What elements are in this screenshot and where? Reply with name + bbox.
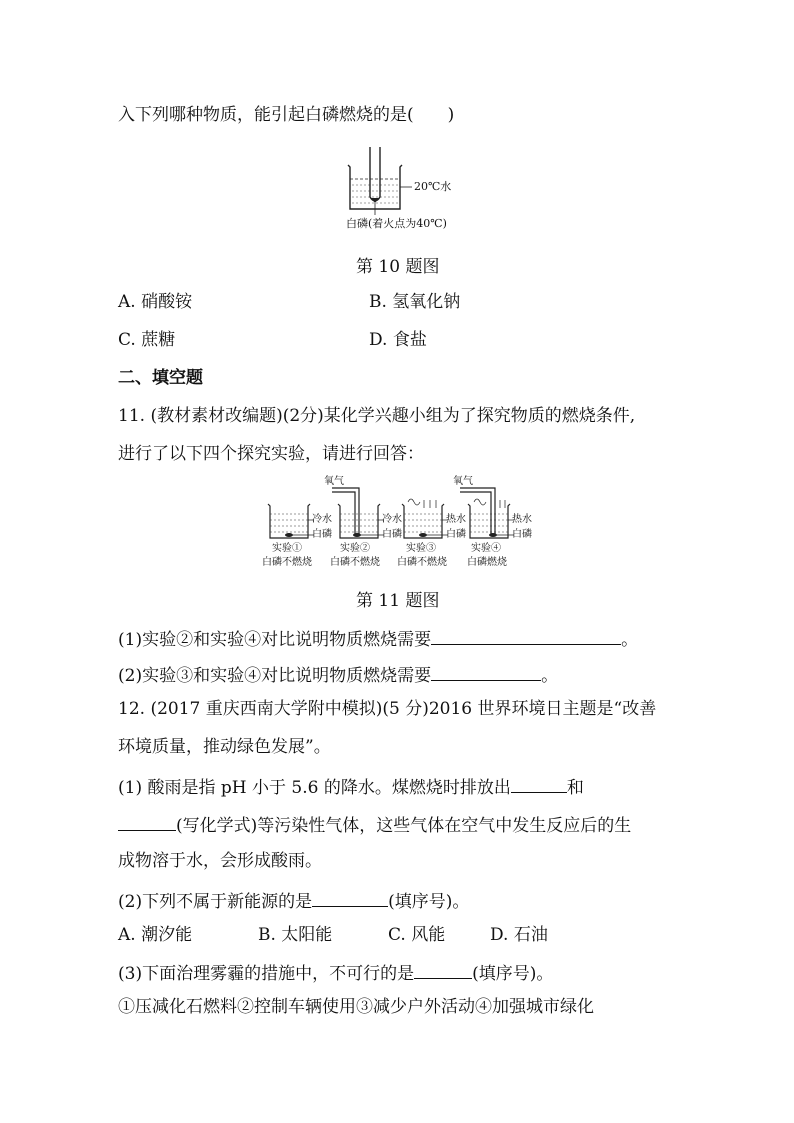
q12-p1-line2-text: (写化学式)等污染性气体，这些气体在空气中发生反应后的生 — [176, 816, 632, 836]
q11-sub2 — [118, 662, 558, 687]
q12-p2-option-b: B. 太阳能 — [258, 925, 333, 945]
q11-caption: 第 11 题图 — [356, 591, 440, 611]
q12-p1-blank-1[interactable] — [511, 774, 567, 793]
q10-option-b: B. 氢氧化钠 — [369, 292, 461, 312]
q12-stem-line2: 环境质量，推动绿色发展”。 — [118, 737, 331, 757]
q11-sub1-blank[interactable] — [431, 626, 621, 645]
q10-option-d: D. 食盐 — [369, 330, 427, 350]
q11-exp1: 实验① — [272, 543, 302, 554]
q10-stem: 入下列哪种物质，能引起白磷燃烧的是( ) — [118, 105, 455, 125]
exp4-beaker — [460, 488, 514, 538]
q11-stem-line2: 进行了以下四个探究实验，请进行回答： — [118, 444, 424, 464]
q12-p3-items: ①压减化石燃料②控制车辆使用③减少户外活动④加强城市绿化 — [118, 997, 594, 1017]
q10-label-phosphorus: 白磷(着火点为40℃) — [346, 217, 447, 230]
q12-p3-blank[interactable] — [414, 960, 472, 979]
q11-hot-water-3: 热水 — [446, 514, 466, 525]
q11-exp1-result: 白磷不燃烧 — [262, 557, 312, 568]
q11-exp4-result: 白磷燃烧 — [467, 557, 507, 568]
q11-oxygen-right: 氧气 — [453, 476, 473, 487]
q12-p1-line1-end: 和 — [566, 778, 584, 798]
exp1-beaker — [268, 504, 314, 538]
q11-exp3-result: 白磷不燃烧 — [397, 557, 447, 568]
q10-option-a: A. 硝酸铵 — [118, 292, 193, 312]
q12-p1-blank-2[interactable] — [118, 812, 176, 831]
q11-oxygen-left: 氧气 — [324, 476, 344, 487]
q11-figure — [262, 474, 542, 542]
q12-p1-line1-text: (1) 酸雨是指 pH 小于 5.6 的降水。煤燃烧时排放出 — [118, 778, 511, 798]
q11-exp2-result: 白磷不燃烧 — [330, 557, 380, 568]
q12-p1-line2 — [118, 812, 631, 837]
q12-p2-blank[interactable] — [312, 888, 388, 907]
q11-exp2: 实验② — [340, 543, 370, 554]
q11-white-p-2: 白磷 — [382, 529, 402, 540]
q11-sub2-text: (2)实验③和实验④对比说明物质燃烧需要 — [118, 666, 432, 686]
q11-sub2-end: 。 — [541, 666, 559, 686]
q11-white-p-1: 白磷 — [312, 529, 332, 540]
q11-sub1-text: (1)实验②和实验④对比说明物质燃烧需要 — [118, 630, 432, 650]
q12-p1-line1 — [118, 774, 584, 799]
q11-stem-line1: 11. (教材素材改编题)(2分)某化学兴趣小组为了探究物质的燃烧条件, — [118, 406, 636, 426]
q11-exp3: 实验③ — [406, 543, 436, 554]
q11-exp4: 实验④ — [471, 543, 501, 554]
q12-p2 — [118, 888, 469, 913]
q11-cold-water-1: 冷水 — [312, 514, 332, 525]
q12-p3-end: (填序号)。 — [472, 964, 554, 984]
q12-p2-option-c: C. 风能 — [388, 925, 446, 945]
q12-stem-line1: 12. (2017 重庆西南大学附中模拟)(5 分)2016 世界环境日主题是“改善 — [118, 699, 657, 719]
q12-p3-text: (3)下面治理雾霾的措施中，不可行的是 — [118, 964, 415, 984]
q11-cold-water-2: 冷水 — [382, 514, 402, 525]
q11-sub1 — [118, 626, 638, 651]
section-title: 二、填空题 — [118, 368, 203, 388]
q12-p3 — [118, 960, 553, 985]
q12-p2-text: (2)下列不属于新能源的是 — [118, 892, 313, 912]
q12-p1-line3: 成物溶于水，会形成酸雨。 — [118, 851, 322, 871]
q11-sub1-end: 。 — [621, 630, 639, 650]
q11-hot-water-4: 热水 — [512, 514, 532, 525]
q11-sub2-blank[interactable] — [431, 662, 541, 681]
q10-label-water: 20℃水 — [414, 180, 452, 193]
q10-caption: 第 10 题图 — [356, 257, 440, 277]
q12-p2-option-a: A. 潮汐能 — [118, 925, 193, 945]
q12-p2-option-d: D. 石油 — [490, 925, 548, 945]
q10-option-c: C. 蔗糖 — [118, 330, 176, 350]
exp2-beaker — [332, 488, 384, 538]
q11-white-p-4: 白磷 — [512, 529, 532, 540]
exp3-beaker — [402, 499, 448, 538]
q11-white-p-3: 白磷 — [446, 529, 466, 540]
q12-p2-end: (填序号)。 — [388, 892, 470, 912]
